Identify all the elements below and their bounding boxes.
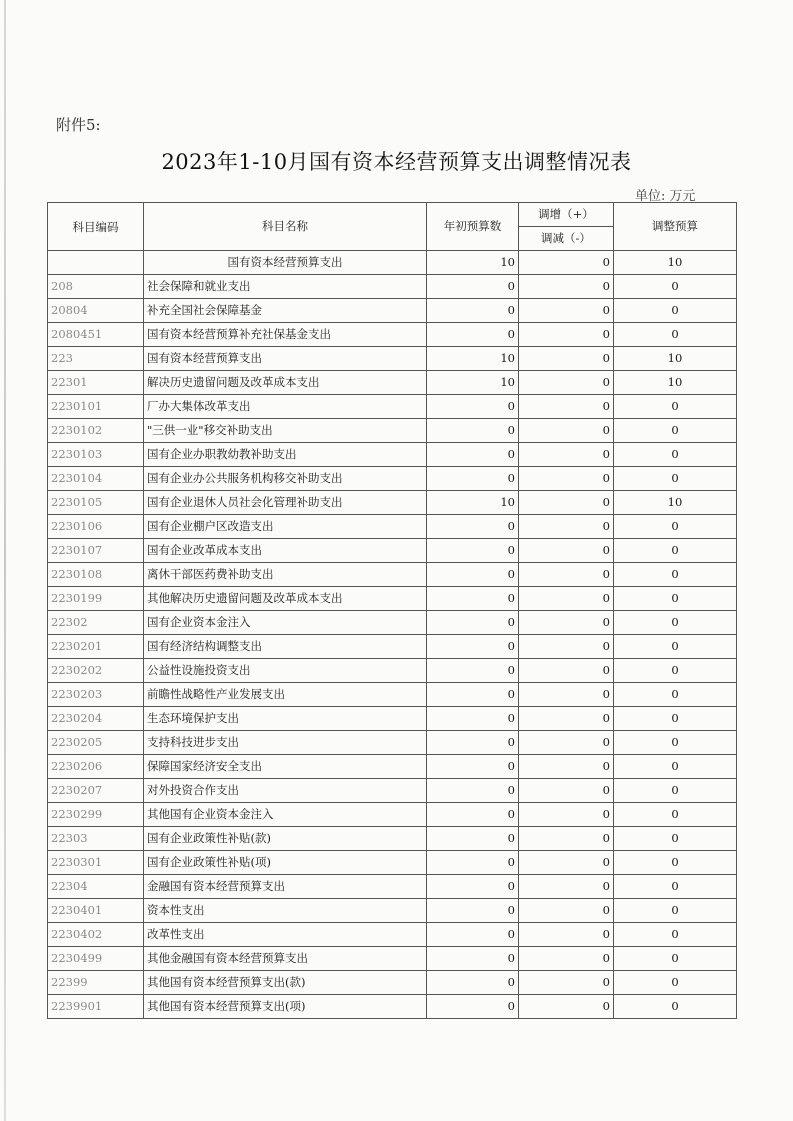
row-name: 其他国有资本经营预算支出(款)	[144, 971, 427, 995]
row-initial: 0	[427, 611, 519, 635]
row-adjustment: 0	[519, 515, 614, 539]
row-final: 0	[614, 587, 737, 611]
row-final: 10	[614, 491, 737, 515]
row-final: 0	[614, 755, 737, 779]
table-row	[48, 563, 737, 587]
row-final: 0	[614, 611, 737, 635]
row-adjustment: 0	[519, 827, 614, 851]
row-adjustment: 0	[519, 947, 614, 971]
row-code: 22399	[48, 971, 144, 995]
header-final: 调整预算	[614, 203, 737, 251]
table-row	[48, 371, 737, 395]
row-final: 0	[614, 275, 737, 299]
row-final: 0	[614, 827, 737, 851]
row-code: 2230205	[48, 731, 144, 755]
row-adjustment: 0	[519, 923, 614, 947]
row-initial: 0	[427, 779, 519, 803]
table-row	[48, 347, 737, 371]
row-initial: 0	[427, 995, 519, 1019]
row-initial: 0	[427, 971, 519, 995]
row-initial: 0	[427, 563, 519, 587]
table-row	[48, 947, 737, 971]
row-code: 2239901	[48, 995, 144, 1019]
row-code: 2230204	[48, 707, 144, 731]
table-row	[48, 755, 737, 779]
row-adjustment: 0	[519, 299, 614, 323]
row-adjustment: 0	[519, 995, 614, 1019]
row-code: 2080451	[48, 323, 144, 347]
row-name: 国有企业政策性补贴(项)	[144, 851, 427, 875]
row-final: 0	[614, 851, 737, 875]
row-final: 0	[614, 923, 737, 947]
row-adjustment: 0	[519, 803, 614, 827]
table-row	[48, 827, 737, 851]
row-code: 2230107	[48, 539, 144, 563]
table-row	[48, 539, 737, 563]
row-name: 解决历史遗留问题及改革成本支出	[144, 371, 427, 395]
row-code: 223	[48, 347, 144, 371]
budget-adjustment-table	[47, 202, 737, 1019]
table-row	[48, 395, 737, 419]
row-name: 其他金融国有资本经营预算支出	[144, 947, 427, 971]
row-initial: 0	[427, 467, 519, 491]
row-final: 0	[614, 539, 737, 563]
row-final: 0	[614, 323, 737, 347]
row-name: 其他国有资本经营预算支出(项)	[144, 995, 427, 1019]
table-row	[48, 923, 737, 947]
row-name: 保障国家经济安全支出	[144, 755, 427, 779]
row-initial: 0	[427, 443, 519, 467]
row-name: 金融国有资本经营预算支出	[144, 875, 427, 899]
row-adjustment: 0	[519, 395, 614, 419]
row-code: 2230104	[48, 467, 144, 491]
row-initial: 0	[427, 947, 519, 971]
row-initial: 0	[427, 827, 519, 851]
row-code: 20804	[48, 299, 144, 323]
row-final: 0	[614, 899, 737, 923]
row-adjustment: 0	[519, 371, 614, 395]
row-code: 208	[48, 275, 144, 299]
row-initial: 0	[427, 635, 519, 659]
row-initial: 0	[427, 803, 519, 827]
row-adjustment: 0	[519, 419, 614, 443]
row-initial: 0	[427, 755, 519, 779]
row-code: 2230401	[48, 899, 144, 923]
row-final: 0	[614, 515, 737, 539]
table-row	[48, 803, 737, 827]
row-final: 0	[614, 731, 737, 755]
row-name: 国有企业退休人员社会化管理补助支出	[144, 491, 427, 515]
row-name: 公益性设施投资支出	[144, 659, 427, 683]
row-name: 社会保障和就业支出	[144, 275, 427, 299]
row-name: 国有企业办公共服务机构移交补助支出	[144, 467, 427, 491]
row-final: 0	[614, 875, 737, 899]
row-name: 国有企业棚户区改造支出	[144, 515, 427, 539]
row-name: 国有企业改革成本支出	[144, 539, 427, 563]
table-row	[48, 779, 737, 803]
table-header	[48, 203, 737, 251]
row-adjustment: 0	[519, 659, 614, 683]
table-row	[48, 851, 737, 875]
row-name: 前瞻性战略性产业发展支出	[144, 683, 427, 707]
row-final: 0	[614, 947, 737, 971]
row-adjustment: 0	[519, 755, 614, 779]
header-decrease: 调减（-）	[519, 227, 614, 251]
table-row	[48, 251, 737, 275]
row-code	[48, 251, 144, 275]
row-adjustment: 0	[519, 467, 614, 491]
row-code: 22304	[48, 875, 144, 899]
row-adjustment: 0	[519, 635, 614, 659]
row-name: 厂办大集体改革支出	[144, 395, 427, 419]
row-code: 2230206	[48, 755, 144, 779]
row-final: 0	[614, 563, 737, 587]
table-row	[48, 995, 737, 1019]
row-name: 国有企业政策性补贴(款)	[144, 827, 427, 851]
row-code: 2230301	[48, 851, 144, 875]
table-row	[48, 467, 737, 491]
row-initial: 10	[427, 251, 519, 275]
table-row	[48, 683, 737, 707]
row-initial: 0	[427, 731, 519, 755]
row-final: 10	[614, 371, 737, 395]
row-code: 2230499	[48, 947, 144, 971]
row-adjustment: 0	[519, 251, 614, 275]
row-adjustment: 0	[519, 731, 614, 755]
row-name: 补充全国社会保障基金	[144, 299, 427, 323]
row-initial: 0	[427, 419, 519, 443]
table-row	[48, 299, 737, 323]
row-name: 国有资本经营预算支出	[144, 251, 427, 275]
row-code: 2230102	[48, 419, 144, 443]
row-initial: 0	[427, 587, 519, 611]
row-initial: 0	[427, 875, 519, 899]
row-initial: 0	[427, 395, 519, 419]
row-adjustment: 0	[519, 611, 614, 635]
row-initial: 0	[427, 899, 519, 923]
row-name: 离休干部医药费补助支出	[144, 563, 427, 587]
row-adjustment: 0	[519, 491, 614, 515]
table-row	[48, 611, 737, 635]
row-adjustment: 0	[519, 563, 614, 587]
row-final: 0	[614, 419, 737, 443]
row-name: 国有企业资本金注入	[144, 611, 427, 635]
row-initial: 0	[427, 275, 519, 299]
row-final: 0	[614, 395, 737, 419]
row-final: 0	[614, 467, 737, 491]
row-initial: 0	[427, 923, 519, 947]
row-code: 22303	[48, 827, 144, 851]
row-name: 生态环境保护支出	[144, 707, 427, 731]
table-row	[48, 323, 737, 347]
row-name: 资本性支出	[144, 899, 427, 923]
document-title: 2023年1-10月国有资本经营预算支出调整情况表	[161, 150, 632, 174]
row-adjustment: 0	[519, 683, 614, 707]
header-initial: 年初预算数	[427, 203, 519, 251]
table-row	[48, 659, 737, 683]
row-initial: 10	[427, 491, 519, 515]
row-name: 对外投资合作支出	[144, 779, 427, 803]
row-final: 10	[614, 251, 737, 275]
row-final: 0	[614, 683, 737, 707]
header-name: 科目名称	[144, 203, 427, 251]
row-adjustment: 0	[519, 779, 614, 803]
table-row	[48, 899, 737, 923]
attachment-label: 附件5:	[56, 116, 101, 134]
row-name: 其他解决历史遗留问题及改革成本支出	[144, 587, 427, 611]
row-name: "三供一业"移交补助支出	[144, 419, 427, 443]
row-initial: 0	[427, 515, 519, 539]
unit-label: 单位: 万元	[635, 189, 696, 204]
table-row	[48, 419, 737, 443]
row-code: 2230103	[48, 443, 144, 467]
row-code: 22301	[48, 371, 144, 395]
table-row	[48, 635, 737, 659]
row-initial: 0	[427, 539, 519, 563]
row-code: 2230202	[48, 659, 144, 683]
row-adjustment: 0	[519, 539, 614, 563]
row-code: 2230201	[48, 635, 144, 659]
row-final: 0	[614, 659, 737, 683]
row-name: 支持科技进步支出	[144, 731, 427, 755]
row-code: 22302	[48, 611, 144, 635]
row-code: 2230207	[48, 779, 144, 803]
row-name: 国有资本经营预算补充社保基金支出	[144, 323, 427, 347]
row-initial: 0	[427, 683, 519, 707]
row-name: 改革性支出	[144, 923, 427, 947]
row-adjustment: 0	[519, 971, 614, 995]
row-code: 2230203	[48, 683, 144, 707]
row-name: 国有经济结构调整支出	[144, 635, 427, 659]
row-code: 2230199	[48, 587, 144, 611]
row-adjustment: 0	[519, 275, 614, 299]
row-final: 0	[614, 299, 737, 323]
row-adjustment: 0	[519, 899, 614, 923]
table-row	[48, 275, 737, 299]
table-row	[48, 731, 737, 755]
row-final: 0	[614, 995, 737, 1019]
row-final: 0	[614, 971, 737, 995]
row-initial: 0	[427, 659, 519, 683]
row-adjustment: 0	[519, 347, 614, 371]
header-increase: 调增（+）	[519, 203, 614, 227]
row-adjustment: 0	[519, 707, 614, 731]
table-body	[48, 251, 737, 1019]
row-adjustment: 0	[519, 587, 614, 611]
row-final: 10	[614, 347, 737, 371]
row-final: 0	[614, 779, 737, 803]
row-final: 0	[614, 443, 737, 467]
row-initial: 0	[427, 323, 519, 347]
table-row	[48, 587, 737, 611]
row-name: 国有企业办职教幼教补助支出	[144, 443, 427, 467]
row-adjustment: 0	[519, 875, 614, 899]
row-code: 2230105	[48, 491, 144, 515]
row-code: 2230402	[48, 923, 144, 947]
row-initial: 10	[427, 371, 519, 395]
row-initial: 0	[427, 299, 519, 323]
table-row	[48, 491, 737, 515]
table-row	[48, 443, 737, 467]
row-final: 0	[614, 803, 737, 827]
row-code: 2230299	[48, 803, 144, 827]
row-initial: 10	[427, 347, 519, 371]
row-name: 国有资本经营预算支出	[144, 347, 427, 371]
row-adjustment: 0	[519, 851, 614, 875]
table-row	[48, 971, 737, 995]
row-name: 其他国有企业资本金注入	[144, 803, 427, 827]
row-code: 2230106	[48, 515, 144, 539]
row-adjustment: 0	[519, 323, 614, 347]
table-row	[48, 875, 737, 899]
row-adjustment: 0	[519, 443, 614, 467]
row-initial: 0	[427, 851, 519, 875]
table-row	[48, 515, 737, 539]
row-code: 2230101	[48, 395, 144, 419]
table-row	[48, 707, 737, 731]
row-code: 2230108	[48, 563, 144, 587]
header-code: 科目编码	[48, 203, 144, 251]
row-final: 0	[614, 635, 737, 659]
row-initial: 0	[427, 707, 519, 731]
row-final: 0	[614, 707, 737, 731]
